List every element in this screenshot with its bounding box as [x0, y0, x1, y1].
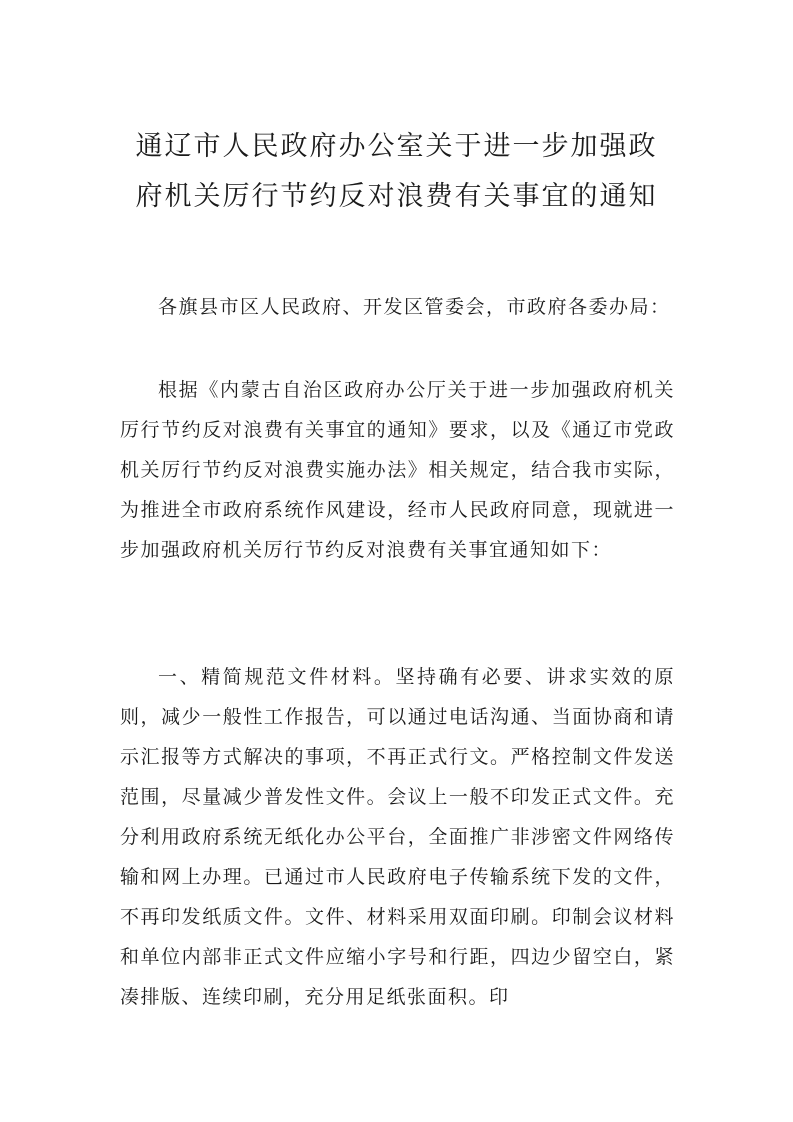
intro-block: [120, 370, 675, 570]
title-line-2: 府机关厉行节约反对浪费有关事宜的通知: [135, 181, 658, 212]
document-title: [120, 122, 673, 222]
salutation-paragraph: 各旗县市区人民政府、开发区管委会，市政府各委办局：: [158, 296, 671, 318]
salutation-block: [120, 287, 675, 327]
section-one-block: [120, 657, 675, 1017]
section-one-paragraph: 一、精简规范文件材料。坚持确有必要、讲求实效的原则，减少一般性工作报告，可以通过电话沟通、当面协商和请示汇报等方式解决的事项，不再正式行文。严格控制文件发送范围，尽量减少普发性文件。会议上一般不印发正式文件。充分利用政府系统无纸化办公平台，全面推广非涉密文件网络传输和网上办理。已通过市人民政府电子传输系统下发的文件，不再印发纸质文件。文件、材料采用双面印刷。印制会议材料和单位内部非正式文件应缩小字号和行距，四边少留空白，紧凑排版、连续印刷，充分用足纸张面积。印: [120, 666, 675, 1008]
title-line-1: 通辽市人民政府办公室关于进一步加强政: [135, 131, 658, 162]
intro-paragraph: 根据《内蒙古自治区政府办公厅关于进一步加强政府机关厉行节约反对浪费有关事宜的通知》要求，以及《通辽市党政机关厉行节约反对浪费实施办法》相关规定，结合我市实际，为推进全市政府系统作风建设，经市人民政府同意，现就进一步加强政府机关厉行节约反对浪费有关事宜通知如下：: [120, 379, 675, 561]
